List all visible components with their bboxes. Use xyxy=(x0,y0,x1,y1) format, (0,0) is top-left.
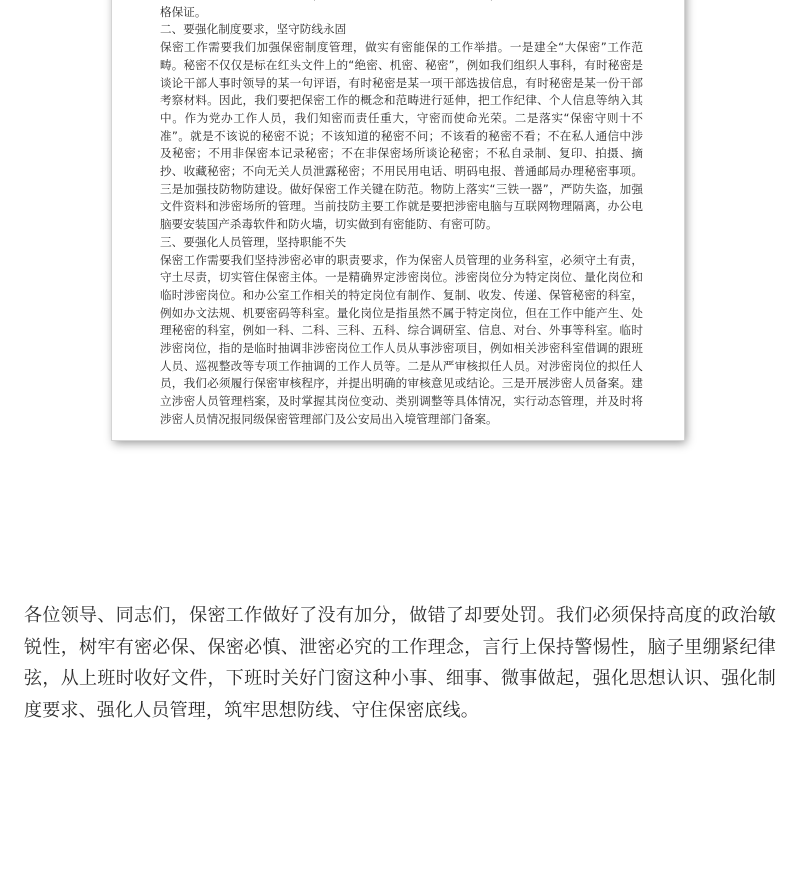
paragraph-personnel-management: 保密工作需要我们坚持涉密必审的职责要求，作为保密人员管理的业务科室，必须守土有责，守土尽责，切实管住保密主体。一是精确界定涉密岗位。涉密岗位分为特定岗位、量化岗位和临时涉密岗位。和办公室工作相关的特定岗位有制作、复制、收发、传递、保管秘密的科室，例如办文法规、机要密码等科室。量化岗位是指虽然不属于特定岗位，但在工作中能产生、处理秘密的科室，例如一科、二科、三科、五科、综合调研室、信息、对台、外事等科室。临时涉密岗位，指的是临时抽调非涉密岗位工作人员从事涉密项目，例如相关涉密科室借调的跟班人员、巡视整改等专项工作抽调的工作人员等。二是从严审核拟任人员。对涉密岗位的拟任人员，我们必须履行保密审核程序，并提出明确的审核意见或结论。三是开展涉密人员备案。建立涉密人员管理档案，及时掌握其岗位变动、类别调整等具体情况，实行动态管理，并及时将涉密人员情况报同级保密管理部门及公安局出入境管理部门备案。 xyxy=(160,252,643,426)
document-page-preview xyxy=(112,0,684,440)
summary-paragraph: 各位领导、同志们，保密工作做好了没有加分，做错了却要处罚。我们必须保持高度的政治敏锐性，树牢有密必保、保密必慎、泄密必究的工作理念，言行上保持警惕性，脑子里绷紧纪律弦，从上班时收好文件，下班时关好门窗这种小事、细事、微事做起，强化思想认识、强化制度要求、强化人员管理，筑牢思想防线、守住保密底线。 xyxy=(24,605,776,721)
section-heading-personnel-management: 三、要强化人员管理，坚持职能不失 xyxy=(160,234,347,249)
paragraph-system-requirements: 保密工作需要我们加强保密制度管理，做实有密能保的工作举措。一是建全“大保密”工作范畴。秘密不仅仅是标在红头文件上的“绝密、机密、秘密”，例如我们组织人事科，有时秘密是谈论干部人事时领导的某一句评语，有时秘密是某一项干部选拔信息，有时秘密是某一份干部考察材料。因此，我们要把保密工作的概念和范畴进行延伸，把工作纪律、个人信息等纳入其中。作为党办工作人员，我们知密而责任重大，守密而使命光荣。二是落实“保密守则十不准”。就是不该说的秘密不说；不该知道的秘密不问；不该看的秘密不看；不在私人通信中涉及秘密；不用非保密本记录秘密；不在非保密场所谈论秘密；不私自录制、复印、拍摄、摘抄、收藏秘密；不向无关人员泄露秘密；不用民用电话、明码电报、普通邮局办理秘密事项。三是加强技防物防建设。做好保密工作关键在防范。物防上落实“三铁一器”，严防失盗，加强文件资料和涉密场所的管理。当前技防主要工作就是要把涉密电脑与互联网物理隔离，办公电脑要安装国产杀毒软件和防火墙，切实做到有密能防、有密可防。 xyxy=(160,40,643,232)
paragraph-political-conclusion: 格保证。 xyxy=(160,4,207,19)
document-page-body xyxy=(160,0,643,429)
section-heading-system-requirements: 二、要强化制度要求，坚守防线永固 xyxy=(160,22,347,37)
